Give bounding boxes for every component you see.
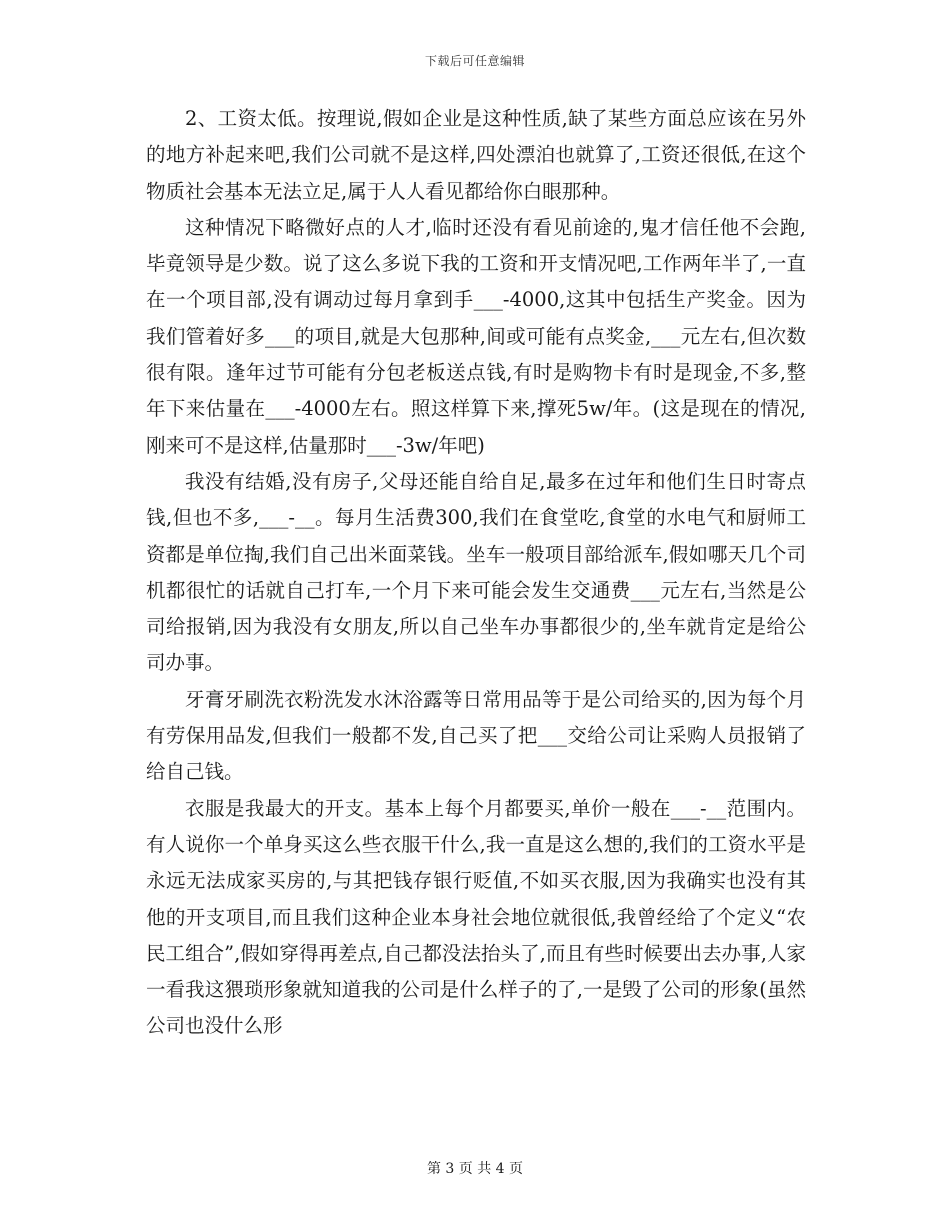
paragraph-2: 这种情况下略微好点的人才,临时还没有看见前途的,鬼才信任他不会跑,毕竟领导是少数。说了这么多说下我的工资和开支情况吧,工作两年半了,一直在一个项目部,没有调动过每月拿到手___-4000,这其中包括生产奖金。因为我们管着好多___的项目,就是大包那种,间或可能有点奖金,___元左右,但次数很有限。逢年过节可能有分包老板送点钱,有时是购物卡有时是现金,不多,整年下来估量在___-4000左右。照这样算下来,撑死5w/年。(这是现在的情况,刚来可不是这样,估量那时___-3w/年吧) xyxy=(146,215,806,457)
document-body xyxy=(146,101,806,1045)
page-header: 下载后可任意编辑 xyxy=(424,54,525,68)
paragraph-3: 我没有结婚,没有房子,父母还能自给自足,最多在过年和他们生日时寄点钱,但也不多,___-__。每月生活费300,我们在食堂吃,食堂的水电气和厨师工资都是单位掏,我们自己出米面菜钱。坐车一般项目部给派车,假如哪天几个司机都很忙的话就自己打车,一个月下来可能会发生交通费___元左右,当然是公司给报销,因为我没有女朋友,所以自己坐车办事都很少的,坐车就肯定是给公司办事。 xyxy=(146,469,806,675)
page-number: 第 3 页 共 4 页 xyxy=(426,1161,524,1177)
paragraph-1: 2、工资太低。按理说,假如企业是这种性质,缺了某些方面总应该在另外的地方补起来吧,我们公司就不是这样,四处漂泊也就算了,工资还很低,在这个物质社会基本无法立足,属于人人看见都给你白眼那种。 xyxy=(146,107,806,203)
paragraph-4: 牙膏牙刷洗衣粉洗发水沐浴露等日常用品等于是公司给买的,因为每个月有劳保用品发,但我们一般都不发,自己买了把___交给公司让采购人员报销了给自己钱。 xyxy=(146,687,806,784)
paragraph-5: 衣服是我最大的开支。基本上每个月都要买,单价一般在___-__范围内。有人说你一个单身买这么些衣服干什么,我一直是这么想的,我们的工资水平是永远无法成家买房的,与其把钱存银行贬值,不如买衣服,因为我确实也没有其他的开支项目,而且我们这种企业本身社会地位就很低,我曾经给了个定义“农民工组合”,假如穿得再差点,自己都没法抬头了,而且有些时候要出去办事,人家一看我这猥琐形象就知道我的公司是什么样子的了,一是毁了公司的形象(虽然公司也没什么形 xyxy=(146,796,806,1038)
